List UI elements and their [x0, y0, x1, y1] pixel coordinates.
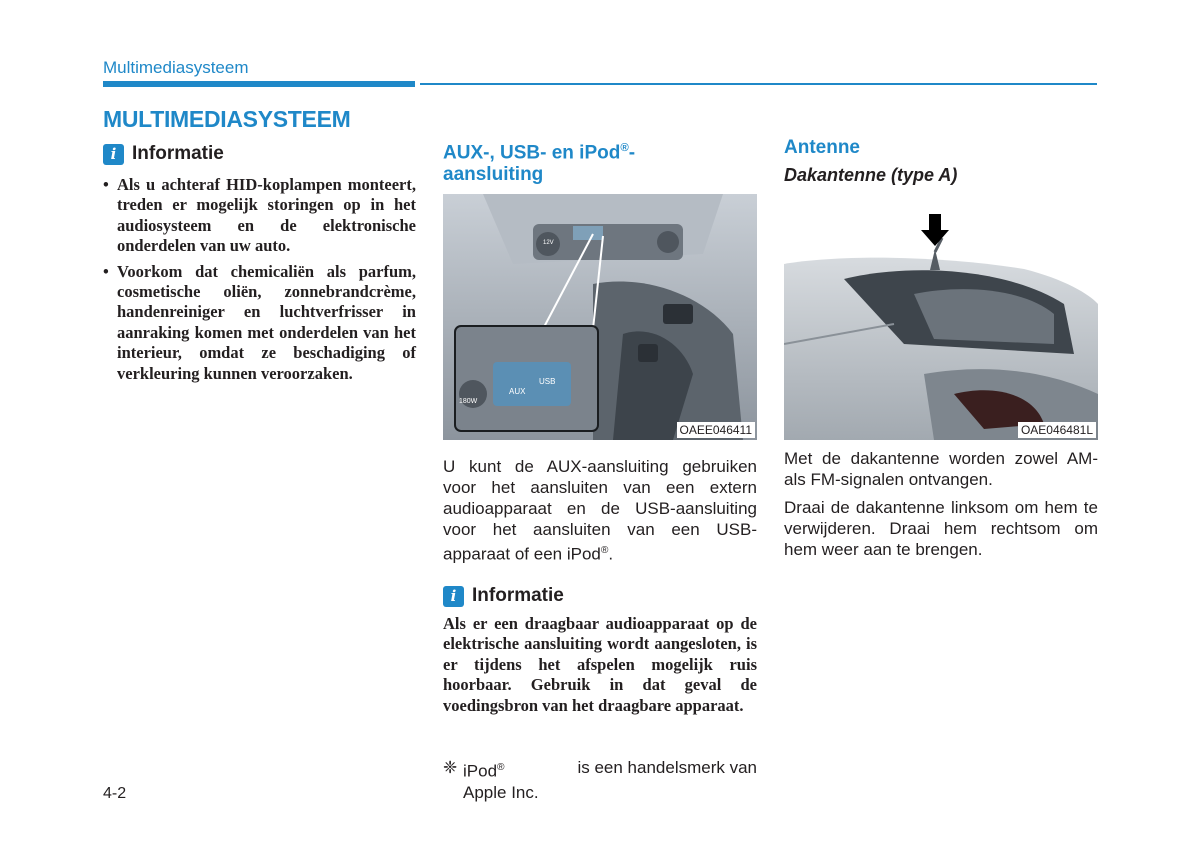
aux-usb-illustration: [443, 194, 757, 440]
console-drawing: [443, 194, 757, 440]
antenna-paragraph: Draai de dakantenne linksom om hem te verwijderen. Draai hem rechtsom om hem weer aan te brengen.: [784, 498, 1098, 559]
info-heading-left: [103, 143, 416, 165]
power-rating-label: 180W: [459, 398, 478, 405]
power-outlet-label: 12V: [543, 240, 554, 246]
header-rule-thin: [420, 83, 1097, 85]
section-title-aux-usb: AUX-, USB- en iPod®- aansluiting: [443, 142, 636, 186]
antenna-paragraph: Met de dakantenne worden zowel AM- als FM-signalen ontvangen.: [784, 449, 1098, 489]
aux-label: AUX: [509, 387, 526, 396]
note-symbol: ❈: [443, 758, 458, 777]
info-text-middle: Als er een draagbaar audioapparaat op de elektrische aansluiting wordt aangesloten, is er tijdens het afspelen mogelijk ruis hoorbaar. Gebruik in dat geval de voedingsbron van het draagbare apparaat.: [443, 614, 757, 715]
info-box-middle: [443, 585, 757, 716]
left-column: [103, 143, 416, 384]
middle-column: [443, 137, 757, 186]
header-rule-thick: [103, 81, 415, 87]
antenna-description: [784, 448, 1098, 567]
down-arrow-icon: [921, 214, 949, 246]
info-bullet: • Voorkom dat chemicaliën als parfum, cosmetische oliën, zonnebrandcrème, handenreiniger en luchtverfrisser in aanraking komen met onderdelen van het interieur, omdat ze beschadiging of verkleuring kunnen veroorzaken.: [103, 262, 416, 384]
image-code-aux: OAEE046411: [677, 422, 756, 438]
info-heading-middle: [443, 585, 757, 607]
info-bullet: • Als u achteraf HID-koplampen monteert, treden er mogelijk storingen op in het audiosysteem en de elektronische onderdelen van uw auto.: [103, 175, 416, 257]
section-title-antenne: Antenne: [784, 137, 860, 158]
note-line2: Apple Inc.: [463, 782, 539, 802]
page-number: 4-2: [103, 785, 127, 802]
info-bullets: [103, 175, 416, 384]
running-header: Multimediasysteem: [103, 58, 249, 77]
info-icon: i: [103, 144, 124, 165]
aux-usb-description: U kunt de AUX-aansluiting gebruiken voor het aansluiten van een extern audioapparaat en de USB-aansluiting voor het aansluiten van een USB-apparaat of een iPod®.: [443, 457, 757, 564]
subtitle-roof-antenna: Dakantenne (type A): [784, 165, 958, 185]
image-code-antenna: OAE046481L: [1018, 422, 1096, 438]
info-icon: i: [443, 586, 464, 607]
usb-label: USB: [539, 377, 556, 386]
info-title-middle: Informatie: [472, 585, 564, 606]
trademark-note: ❈ iPod® is een handelsmerk van Apple Inc.: [443, 758, 757, 802]
antenna-illustration: [784, 194, 1098, 440]
page-title: MULTIMEDIASYSTEEM: [103, 106, 351, 132]
info-title-left: Informatie: [132, 143, 224, 164]
right-column: [784, 137, 1098, 186]
